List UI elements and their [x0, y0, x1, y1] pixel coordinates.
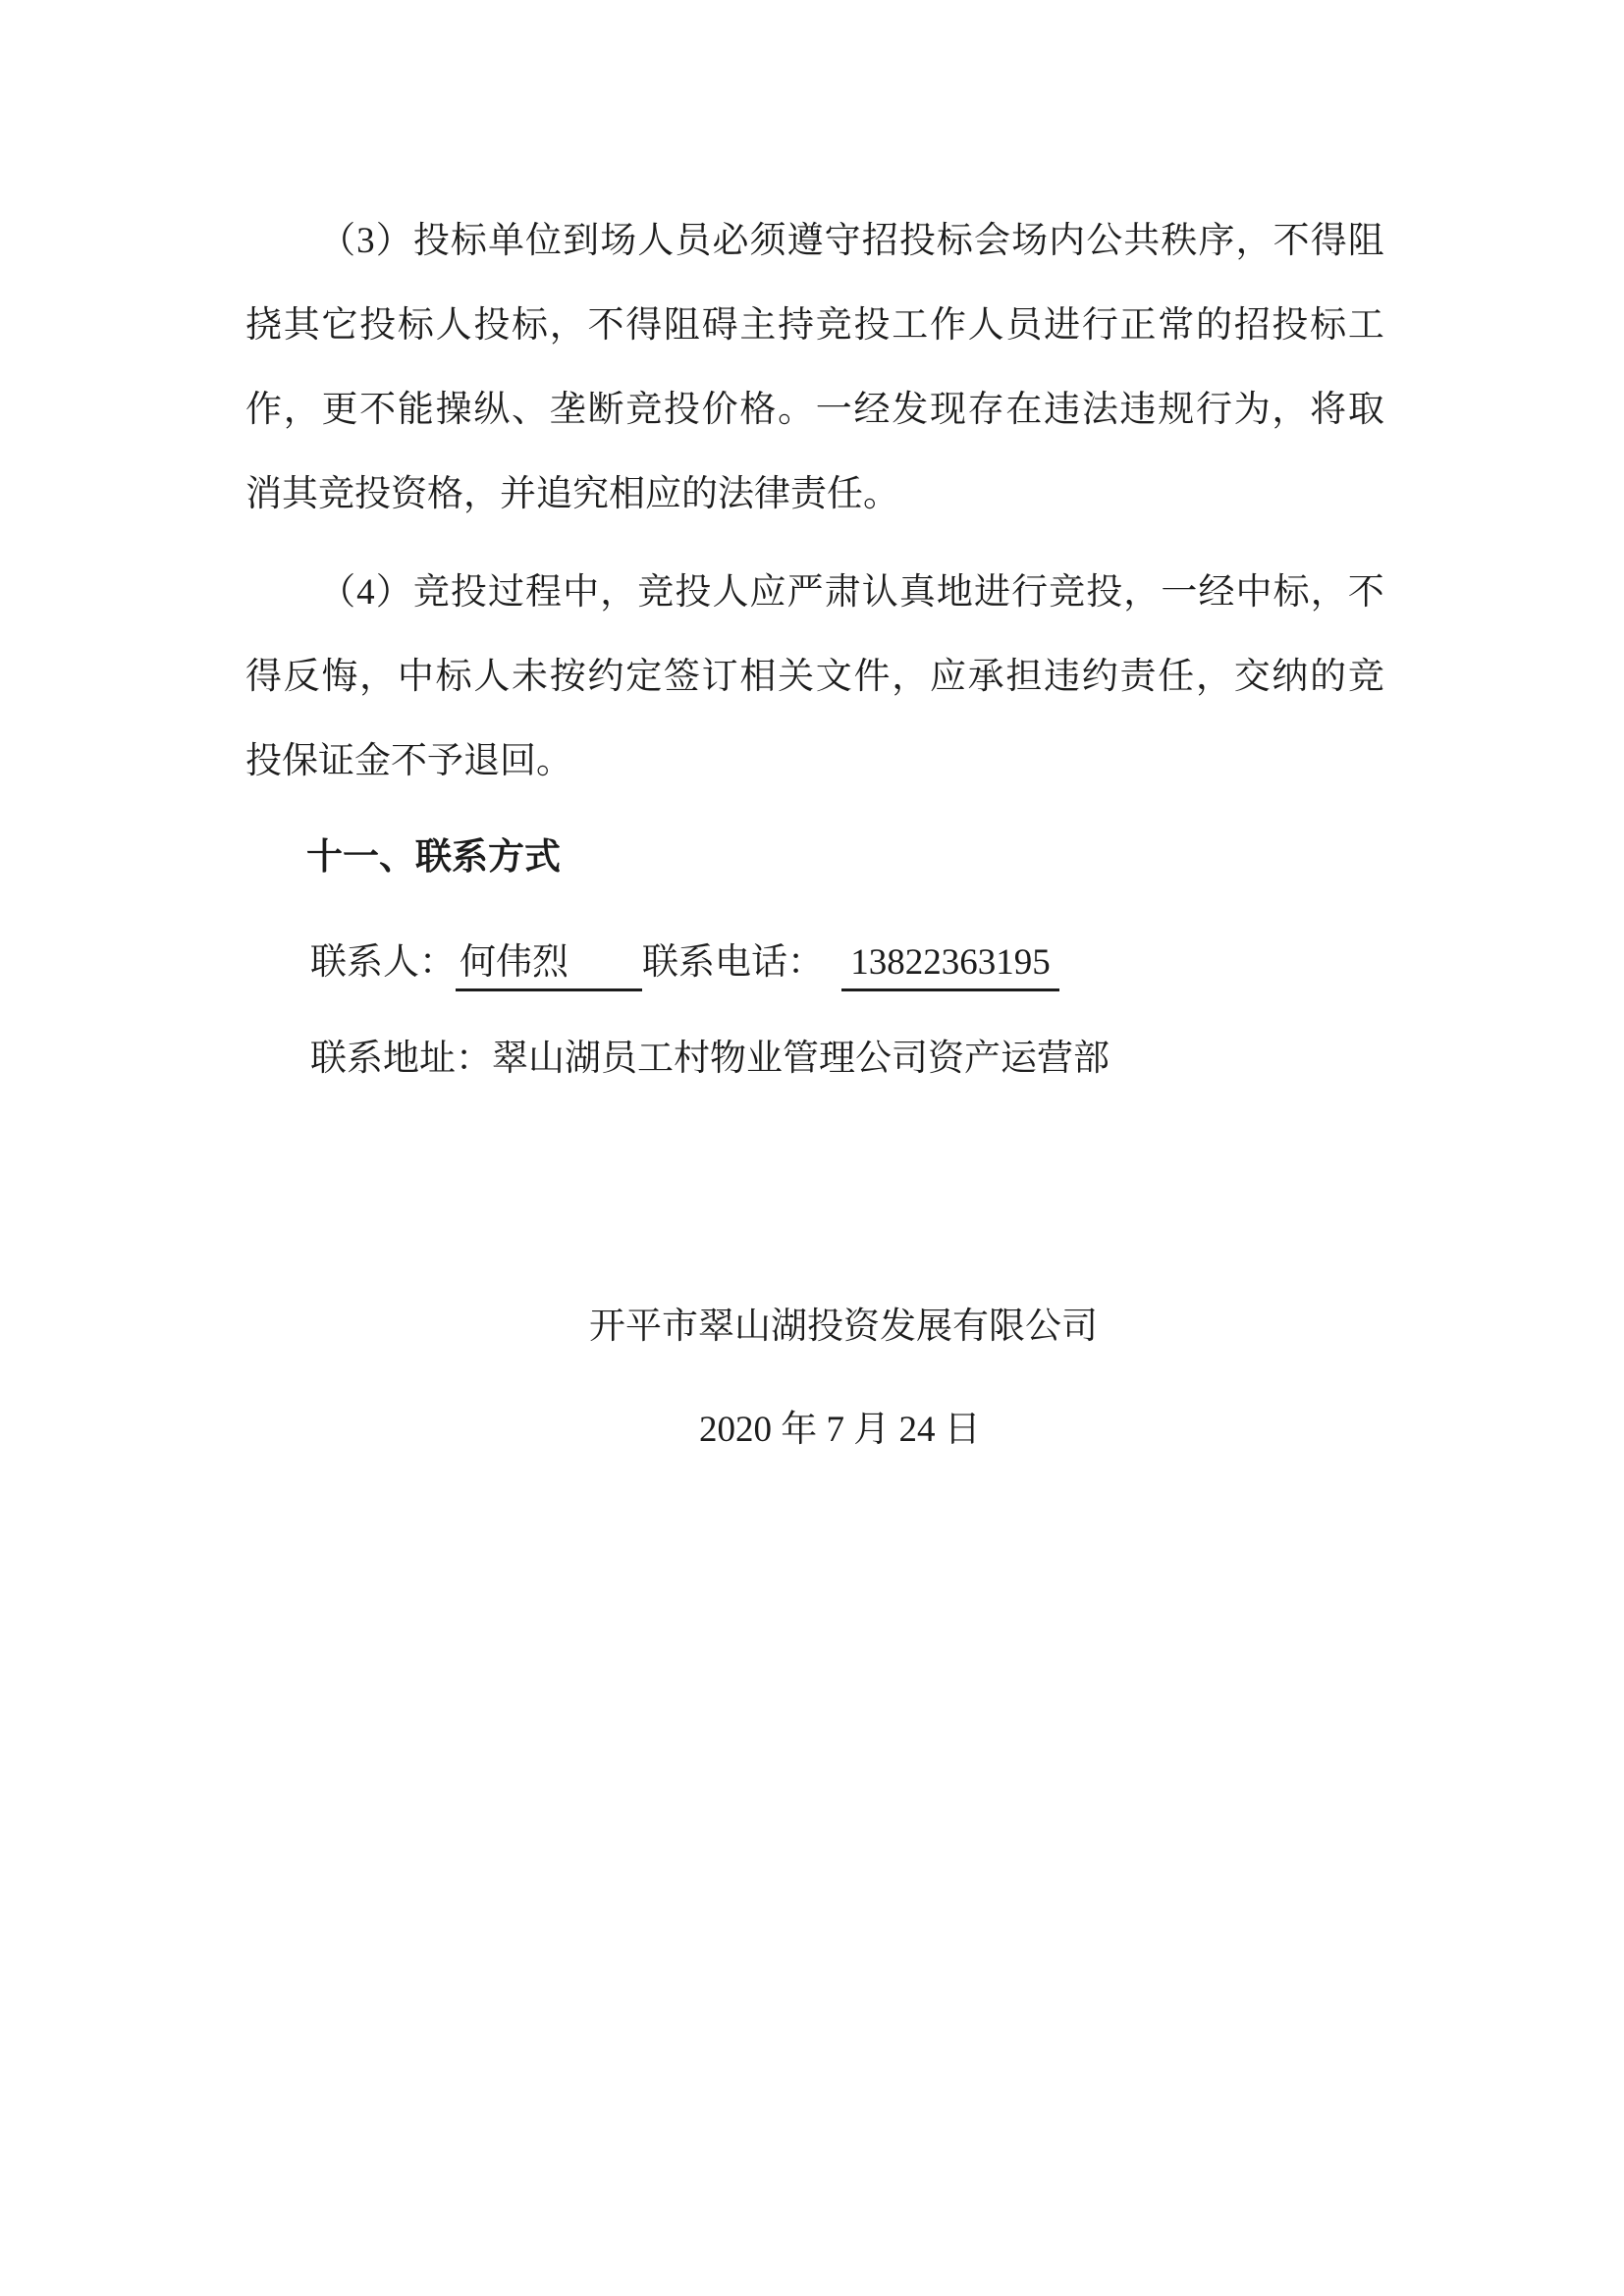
- paragraph-4-line-2: 得 反 悔 ， 中 标 人 未 按 约 定 签 订 相 关 文 件 ， 应 承 担 违 约 责 任 ， 交 纳 的 竞: [245, 657, 1384, 697]
- paragraph-3-line-2: 挠 其 它 投 标 人 投 标 ， 不 得 阻 碍 主 持 竞 投 工 作 人 员 进 行 正 常 的 招 投 标 工: [245, 305, 1384, 346]
- contact-line: [245, 921, 1449, 1005]
- signature-company: 开平市翠山湖投资发展有限公司: [589, 1307, 1098, 1347]
- paragraph-3-line-4: 消其竞投资格，并追究相应的法律责任。: [245, 474, 899, 514]
- contact-person-label: 联系人：: [310, 942, 456, 983]
- contact-phone-value: 13822363195: [841, 937, 1059, 991]
- paragraph-3-line-1: （ 3 ） 投 标 单 位 到 场 人 员 必 须 遵 守 招 投 标 会 场 内 公 共 秩 序 ， 不 得 阻: [319, 221, 1384, 261]
- paragraph-4-line-1: （ 4 ） 竞 投 过 程 中 ， 竞 投 人 应 严 肃 认 真 地 进 行 竞 投 ， 一 经 中 标 ， 不: [319, 572, 1384, 613]
- paragraph-3-line-3: 作 ， 更 不 能 操 纵 、 垄 断 竞 投 价 格 。 一 经 发 现 存 在 违 法 违 规 行 为 ， 将 取: [245, 390, 1384, 430]
- contact-phone-label: 联系电话：: [642, 942, 824, 983]
- paragraph-4: [245, 551, 1384, 804]
- address-value: 翠山湖员工村物业管理公司资产运营部: [492, 1039, 1110, 1079]
- contact-person-value: 何伟烈: [456, 937, 642, 991]
- address-label: 联系地址：: [310, 1039, 492, 1079]
- section-heading: 十一、联系方式: [306, 837, 561, 878]
- paragraph-4-line-3: 投保证金不予退回。: [245, 741, 572, 781]
- address-line: [245, 1017, 1449, 1101]
- signature-date: 2020 年 7 月 24 日: [699, 1410, 981, 1450]
- paragraph-3: [245, 199, 1384, 537]
